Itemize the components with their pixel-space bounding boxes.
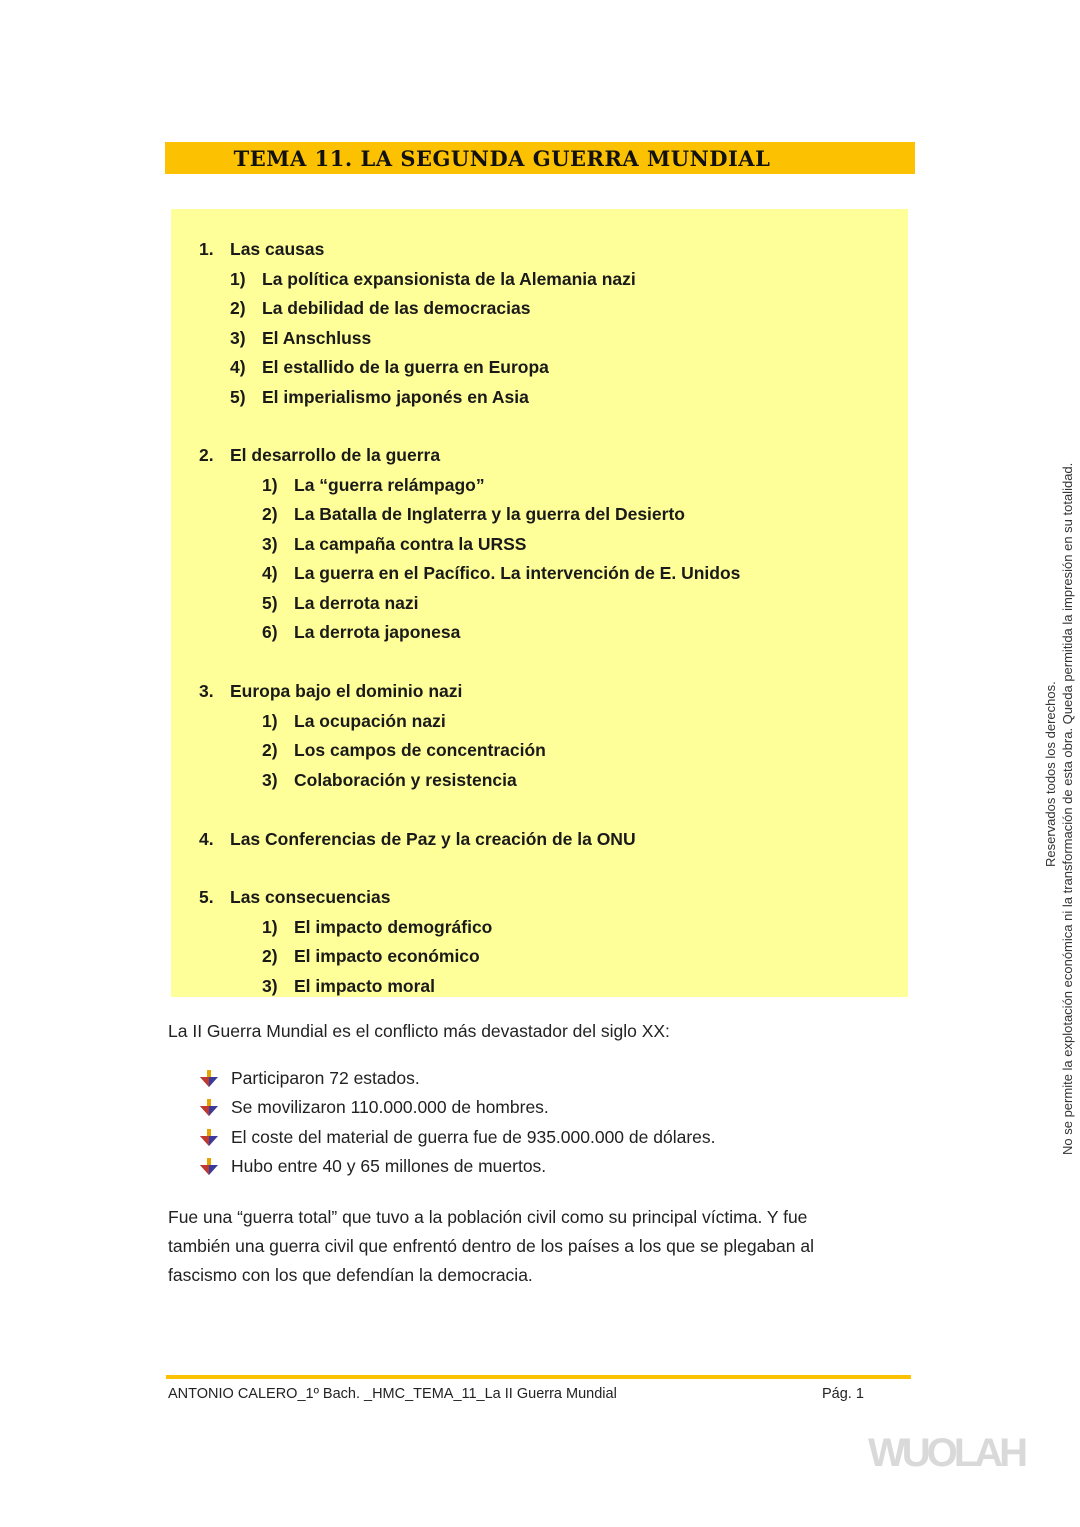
index-subsection-label: El impacto moral bbox=[294, 975, 436, 996]
index-subsection-label: La ocupación nazi bbox=[294, 710, 446, 731]
wuolah-logo bbox=[866, 1428, 1046, 1476]
arrow-down-bullet-icon bbox=[198, 1069, 220, 1089]
list-item bbox=[198, 1156, 546, 1177]
index-subsection-number: 5) bbox=[230, 386, 246, 407]
index-subsection-number: 4) bbox=[262, 563, 278, 583]
index-section bbox=[199, 828, 636, 850]
list-item bbox=[198, 1068, 420, 1089]
index-subsection-number: 2) bbox=[262, 504, 278, 524]
index-subsection-number: 6) bbox=[262, 622, 278, 642]
index-section-label: Las Conferencias de Paz y la creación de la ONU bbox=[230, 829, 636, 849]
index-section-label: Las causas bbox=[230, 239, 325, 259]
list-item-text: El coste del material de guerra fue de 935.000.000 de dólares. bbox=[231, 1127, 716, 1147]
index-subsection-label: El imperialismo japonés en Asia bbox=[262, 386, 529, 407]
index-section-number: 2. bbox=[199, 445, 214, 465]
index-subsection bbox=[262, 592, 418, 614]
index-section-number: 4. bbox=[199, 829, 214, 849]
index-subsection bbox=[230, 327, 371, 349]
index-section-label: Las consecuencias bbox=[230, 887, 391, 907]
arrow-down-bullet-icon bbox=[198, 1098, 220, 1118]
index-subsection-number: 5) bbox=[262, 592, 278, 613]
index-subsection bbox=[230, 386, 529, 408]
index-section bbox=[199, 680, 462, 702]
page-title: TEMA 11. LA SEGUNDA GUERRA MUNDIAL bbox=[233, 145, 771, 171]
index-subsection-number: 1) bbox=[262, 916, 278, 937]
index-subsection bbox=[262, 474, 485, 496]
footer-divider bbox=[166, 1375, 911, 1379]
index-subsection bbox=[262, 769, 517, 791]
index-subsection bbox=[262, 710, 446, 732]
index-subsection-label: La derrota japonesa bbox=[294, 622, 461, 642]
index-section-number: 3. bbox=[199, 681, 214, 701]
index-subsection-label: La debilidad de las democracias bbox=[262, 298, 531, 318]
index-subsection-label: El estallido de la guerra en Europa bbox=[262, 357, 549, 377]
index-subsection-number: 3) bbox=[262, 533, 278, 554]
index-subsection-label: El impacto demográfico bbox=[294, 916, 493, 937]
index-subsection-number: 3) bbox=[262, 769, 278, 790]
index-subsection bbox=[262, 621, 460, 643]
index-subsection-number: 3) bbox=[230, 327, 246, 348]
rights-notice-line-1: Reservados todos los derechos. bbox=[1043, 681, 1058, 867]
index-subsection bbox=[262, 945, 480, 967]
index-subsection bbox=[262, 975, 435, 997]
index-subsection-label: El Anschluss bbox=[262, 327, 372, 348]
index-subsection-label: La campaña contra la URSS bbox=[294, 533, 527, 554]
index-subsection-label: La guerra en el Pacífico. La intervención de E. Unidos bbox=[294, 563, 741, 583]
rights-notice bbox=[1042, 375, 1080, 1155]
footer-doc-name: ANTONIO CALERO_1º Bach. _HMC_TEMA_11_La II Guerra Mundial bbox=[168, 1386, 617, 1402]
index-subsection-label: La política expansionista de la Alemania nazi bbox=[262, 268, 636, 289]
rights-notice-line-2: No se permite la explotación económica ni la transformación de esta obra. Queda permitida la impresión en su totalidad. bbox=[1060, 462, 1075, 1155]
footer-page-number: Pág. 1 bbox=[822, 1386, 864, 1402]
index-subsection-label: Los campos de concentración bbox=[294, 740, 546, 760]
index-section-number: 1. bbox=[199, 239, 214, 259]
index-subsection bbox=[262, 739, 546, 761]
index-subsection-label: La Batalla de Inglaterra y la guerra del Desierto bbox=[294, 504, 685, 524]
index-subsection-number: 2) bbox=[230, 298, 246, 318]
arrow-down-bullet-icon bbox=[198, 1128, 220, 1148]
intro-text: La II Guerra Mundial es el conflicto más devastador del siglo XX: bbox=[168, 1021, 670, 1041]
index-subsection-label: La derrota nazi bbox=[294, 592, 419, 613]
index-section-label: El desarrollo de la guerra bbox=[230, 445, 441, 465]
index-subsection bbox=[230, 297, 530, 319]
paragraph-line: fascismo con los que defendían la democracia. bbox=[168, 1265, 533, 1285]
list-item-text: Se movilizaron 110.000.000 de hombres. bbox=[231, 1097, 549, 1117]
index-section-number: 5. bbox=[199, 887, 214, 907]
index-subsection-label: Colaboración y resistencia bbox=[294, 769, 517, 790]
index-subsection-number: 4) bbox=[230, 357, 246, 377]
index-section-label: Europa bajo el dominio nazi bbox=[230, 681, 463, 701]
index-subsection bbox=[262, 503, 685, 525]
index-subsection-label: El impacto económico bbox=[294, 946, 480, 966]
list-item-text: Hubo entre 40 y 65 millones de muertos. bbox=[231, 1156, 547, 1176]
index-subsection bbox=[230, 356, 549, 378]
list-item bbox=[198, 1127, 716, 1148]
list-item bbox=[198, 1097, 549, 1118]
list-item-text: Participaron 72 estados. bbox=[231, 1068, 420, 1088]
index-subsection-number: 1) bbox=[262, 474, 278, 495]
index-subsection bbox=[262, 533, 526, 555]
index-subsection bbox=[230, 268, 636, 290]
wuolah-logo-text: WUOLAH bbox=[868, 1431, 1024, 1475]
index-subsection bbox=[262, 562, 740, 584]
index-subsection-label: La “guerra relámpago” bbox=[294, 474, 485, 495]
index-subsection-number: 2) bbox=[262, 946, 278, 966]
arrow-down-bullet-icon bbox=[198, 1157, 220, 1177]
index-subsection-number: 3) bbox=[262, 975, 278, 996]
index-section bbox=[199, 444, 440, 466]
title-bar bbox=[165, 142, 915, 174]
index-section bbox=[199, 886, 391, 908]
index-subsection-number: 2) bbox=[262, 740, 278, 760]
index-subsection-number: 1) bbox=[262, 710, 278, 731]
index-subsection bbox=[262, 916, 492, 938]
paragraph-line: Fue una “guerra total” que tuvo a la población civil como su principal víctima. Y fue bbox=[168, 1207, 808, 1227]
index-section bbox=[199, 238, 324, 260]
index-subsection-number: 1) bbox=[230, 268, 246, 289]
body-paragraph bbox=[168, 1203, 888, 1290]
paragraph-line: también una guerra civil que enfrentó dentro de los países a los que se plegaban al bbox=[168, 1236, 814, 1256]
